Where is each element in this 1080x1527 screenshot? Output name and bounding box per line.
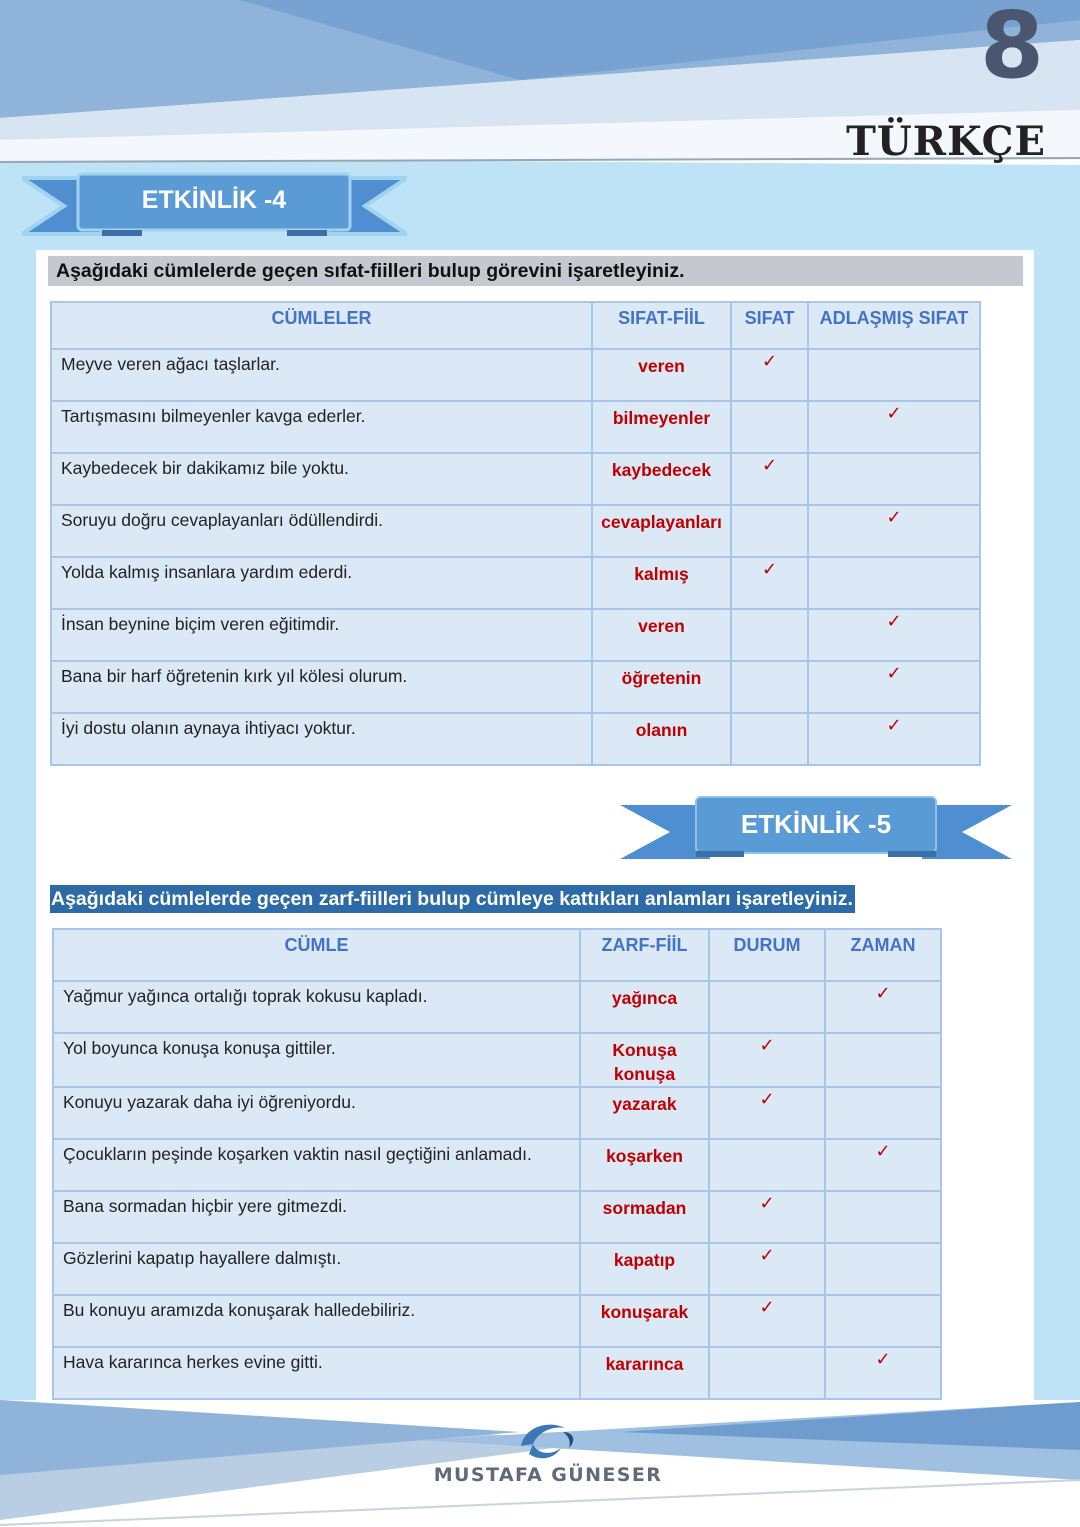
table-row [53,1243,941,1295]
answer-cell: sormadan [580,1191,709,1243]
adjective-check-cell [731,713,808,765]
adjective-check-cell: ✓ [731,557,808,609]
table-row [53,1033,941,1087]
sentence-cell: Bana bir harf öğretenin kırk yıl kölesi olurum. [51,661,592,713]
activity-5-title: ETKİNLİK -5 [740,809,892,839]
adjective-check-cell [731,401,808,453]
adjective-check-cell [731,661,808,713]
adjective-check-cell [731,505,808,557]
answer-cell: kapatıp [580,1243,709,1295]
answer-cell: olanın [592,713,731,765]
column-header-gerund: ZARF-FİİL [580,929,709,981]
table-row [51,401,980,453]
answer-cell: öğretenin [592,661,731,713]
sentence-cell: Soruyu doğru cevaplayanları ödüllendirdi. [51,505,592,557]
manner-check-cell: ✓ [709,1087,825,1139]
sentence-cell: Bana sormadan hiçbir yere gitmezdi. [53,1191,580,1243]
column-header-adjective: SIFAT [731,302,808,349]
sentence-cell: Konuyu yazarak daha iyi öğreniyordu. [53,1087,580,1139]
activity-4-title: ETKİNLİK -4 [141,186,287,214]
sentence-cell: Kaybedecek bir dakikamız bile yoktu. [51,453,592,505]
column-header-manner: DURUM [709,929,825,981]
table-row [53,1139,941,1191]
column-header-nominalized: ADLAŞMIŞ SIFAT [808,302,980,349]
adjective-check-cell [731,609,808,661]
manner-check-cell [709,981,825,1033]
nominalized-check-cell: ✓ [808,401,980,453]
table-row [53,1191,941,1243]
time-check-cell [825,1033,941,1087]
answer-cell: kararınca [580,1347,709,1399]
table-row [53,1295,941,1347]
table-row [51,453,980,505]
sentence-cell: Meyve veren ağacı taşlarlar. [51,349,592,401]
nominalized-check-cell [808,557,980,609]
sentence-cell: Hava kararınca herkes evine gitti. [53,1347,580,1399]
manner-check-cell: ✓ [709,1295,825,1347]
answer-cell: kaybedecek [592,453,731,505]
sentence-cell: Çocukların peşinde koşarken vaktin nasıl geçtiğini anlamadı. [53,1139,580,1191]
answer-cell: yağınca [580,981,709,1033]
time-check-cell: ✓ [825,1347,941,1399]
sentence-cell: Yolda kalmış insanlara yardım ederdi. [51,557,592,609]
manner-check-cell [709,1139,825,1191]
adjective-check-cell: ✓ [731,453,808,505]
answer-cell: bilmeyenler [592,401,731,453]
table-row [51,661,980,713]
column-header-time: ZAMAN [825,929,941,981]
subject-title: TÜRKÇE [846,118,1046,165]
answer-cell: yazarak [580,1087,709,1139]
time-check-cell [825,1191,941,1243]
table-row [51,505,980,557]
brand-name: MUSTAFA GÜNESER [433,1464,663,1486]
nominalized-check-cell [808,349,980,401]
table-row [51,557,980,609]
nominalized-check-cell: ✓ [808,713,980,765]
brand-logo-icon [515,1418,579,1466]
answer-cell: kalmış [592,557,731,609]
sentence-cell: Bu konuyu aramızda konuşarak halledebiliriz. [53,1295,580,1347]
manner-check-cell: ✓ [709,1033,825,1087]
activity-5-instruction: Aşağıdaki cümlelerde geçen zarf-fiilleri bulup cümleye kattıkları anlamları işaretleyiniz. [50,885,855,913]
nominalized-check-cell [808,453,980,505]
time-check-cell [825,1243,941,1295]
table-row [51,609,980,661]
table-row [51,713,980,765]
table-row [53,1087,941,1139]
sentence-cell: Yol boyunca konuşa konuşa gittiler. [53,1033,580,1087]
activity-5-table [52,928,942,1400]
activity-4-ribbon [22,170,407,242]
answer-cell: Konuşa konuşa [580,1033,709,1087]
column-header-participle: SIFAT-FİİL [592,302,731,349]
activity-4-table [50,301,981,766]
answer-cell: cevaplayanları [592,505,731,557]
table-row [53,981,941,1033]
adjective-check-cell: ✓ [731,349,808,401]
sentence-cell: Tartışmasını bilmeyenler kavga ederler. [51,401,592,453]
time-check-cell [825,1087,941,1139]
column-header-sentences: CÜMLELER [51,302,592,349]
time-check-cell: ✓ [825,981,941,1033]
column-header-sentence: CÜMLE [53,929,580,981]
activity-4-instruction: Aşağıdaki cümlelerde geçen sıfat-fiilleri bulup görevini işaretleyiniz. [48,256,1023,286]
time-check-cell: ✓ [825,1139,941,1191]
time-check-cell [825,1295,941,1347]
table-header-row [51,302,980,349]
nominalized-check-cell: ✓ [808,661,980,713]
answer-cell: veren [592,609,731,661]
nominalized-check-cell: ✓ [808,609,980,661]
page-number: 8 [979,0,1044,99]
sentence-cell: Gözlerini kapatıp hayallere dalmıştı. [53,1243,580,1295]
sentence-cell: İnsan beynine biçim veren eğitimdir. [51,609,592,661]
table-row [51,349,980,401]
answer-cell: veren [592,349,731,401]
answer-cell: konuşarak [580,1295,709,1347]
activity-5-ribbon [620,795,1012,863]
manner-check-cell: ✓ [709,1243,825,1295]
table-header-row [53,929,941,981]
sentence-cell: Yağmur yağınca ortalığı toprak kokusu kapladı. [53,981,580,1033]
answer-cell: koşarken [580,1139,709,1191]
sentence-cell: İyi dostu olanın aynaya ihtiyacı yoktur. [51,713,592,765]
nominalized-check-cell: ✓ [808,505,980,557]
manner-check-cell: ✓ [709,1191,825,1243]
